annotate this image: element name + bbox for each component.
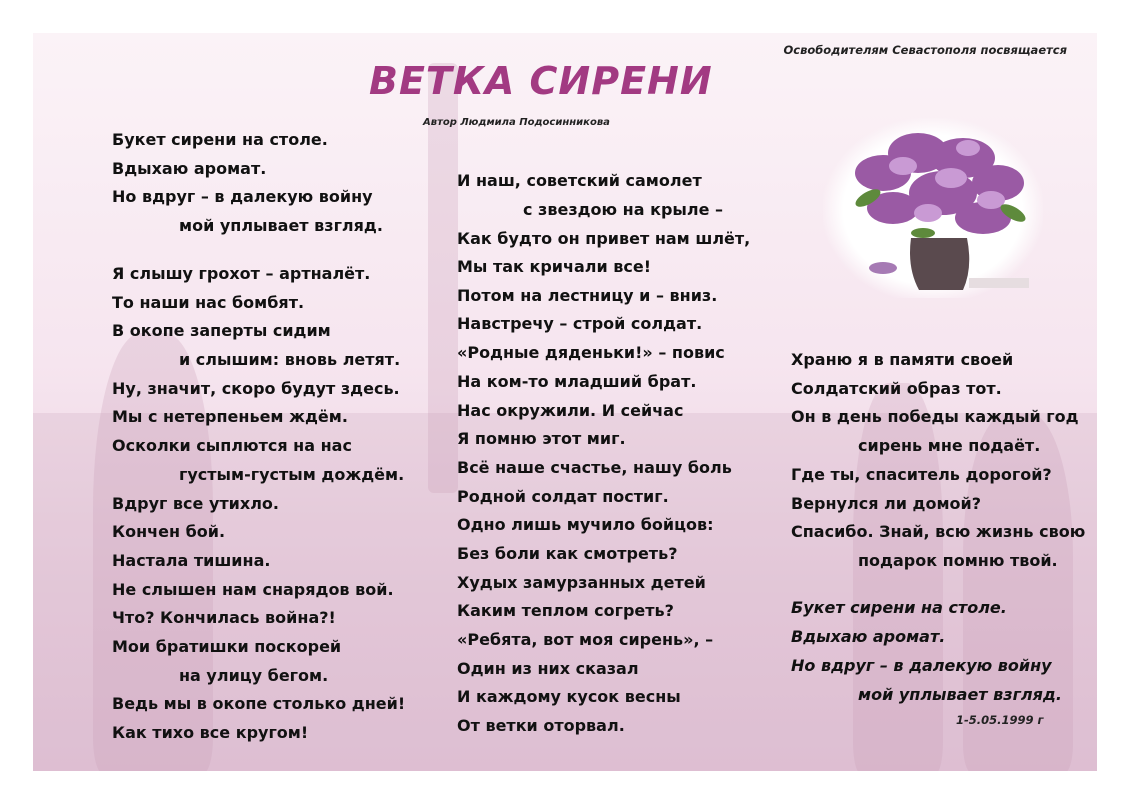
poem-line: Потом на лестницу и – вниз.: [457, 286, 718, 305]
poem-line: Я помню этот миг.: [457, 429, 626, 448]
poem-line: Что? Кончилась война?!: [112, 608, 336, 627]
poem-line: Но вдруг – в далекую войну: [112, 187, 373, 206]
poem-line: «Ребята, вот моя сирень», –: [457, 630, 714, 649]
poem-line: На ком-то младший брат.: [457, 372, 697, 391]
poem-title: ВЕТКА СИРЕНИ: [369, 59, 713, 103]
poem-line: Вернулся ли домой?: [791, 494, 982, 513]
poem-line: с звездою на крыле –: [523, 200, 724, 219]
poem-line: сирень мне подаёт.: [858, 436, 1041, 455]
refrain-line: Вдыхаю аромат.: [791, 627, 946, 646]
poem-page: [33, 33, 1097, 771]
poem-line: Он в день победы каждый год: [791, 407, 1079, 426]
poem-line: Одно лишь мучило бойцов:: [457, 515, 714, 534]
poem-line: Я слышу грохот – артналёт.: [112, 264, 371, 283]
poem-line: Как тихо все кругом!: [112, 723, 309, 742]
poem-line: Мы с нетерпеньем ждём.: [112, 407, 348, 426]
poem-line: Худых замурзанных детей: [457, 573, 706, 592]
dedication: Освободителям Севастополя посвящается: [783, 43, 1067, 57]
poem-line: Мои братишки поскорей: [112, 637, 342, 656]
poem-line: Навстречу – строй солдат.: [457, 314, 703, 333]
refrain-line: мой уплывает взгляд.: [858, 685, 1062, 704]
poem-line: Спасибо. Знай, всю жизнь свою: [791, 522, 1086, 541]
poem-line: Родной солдат постиг.: [457, 487, 669, 506]
author-line: Автор Людмила Подосинникова: [423, 117, 610, 128]
poem-line: Ну, значит, скоро будут здесь.: [112, 379, 400, 398]
poem-line: Осколки сыплются на нас: [112, 436, 352, 455]
poem-line: Ведь мы в окопе столько дней!: [112, 694, 406, 713]
poem-line: Не слышен нам снарядов вой.: [112, 580, 394, 599]
poem-line: подарок помню твой.: [858, 551, 1058, 570]
poem-line: Солдатский образ тот.: [791, 379, 1002, 398]
poem-line: Всё наше счастье, нашу боль: [457, 458, 732, 477]
poem-line: Каким теплом согреть?: [457, 601, 674, 620]
poem-line: мой уплывает взгляд.: [179, 216, 383, 235]
poem-line: «Родные дяденьки!» – повис: [457, 343, 725, 362]
poem-date: 1-5.05.1999 г: [956, 713, 1044, 727]
poem-line: густым-густым дождём.: [179, 465, 405, 484]
poem-line: Вдыхаю аромат.: [112, 159, 267, 178]
poem-line: Храню я в памяти своей: [791, 350, 1014, 369]
poem-line: Где ты, спаситель дорогой?: [791, 465, 1052, 484]
poem-line: Без боли как смотреть?: [457, 544, 678, 563]
lilac-bouquet-image: [823, 118, 1043, 298]
poem-line: И наш, советский самолет: [457, 171, 702, 190]
refrain-line: Букет сирени на столе.: [791, 598, 1007, 617]
poem-line: Нас окружили. И сейчас: [457, 401, 684, 420]
poem-line: Кончен бой.: [112, 522, 226, 541]
poem-line: Мы так кричали все!: [457, 257, 652, 276]
poem-line: Вдруг все утихло.: [112, 494, 279, 513]
poem-line: Как будто он привет нам шлёт,: [457, 229, 751, 248]
poem-line: на улицу бегом.: [179, 666, 329, 685]
poem-line: Один из них сказал: [457, 659, 639, 678]
poem-line: Букет сирени на столе.: [112, 130, 328, 149]
poem-line: и слышим: вновь летят.: [179, 350, 401, 369]
poem-line: В окопе заперты сидим: [112, 321, 331, 340]
poem-line: Настала тишина.: [112, 551, 271, 570]
poem-line: И каждому кусок весны: [457, 687, 681, 706]
poem-line: То наши нас бомбят.: [112, 293, 305, 312]
refrain-line: Но вдруг – в далекую войну: [791, 656, 1052, 675]
poem-line: От ветки оторвал.: [457, 716, 625, 735]
